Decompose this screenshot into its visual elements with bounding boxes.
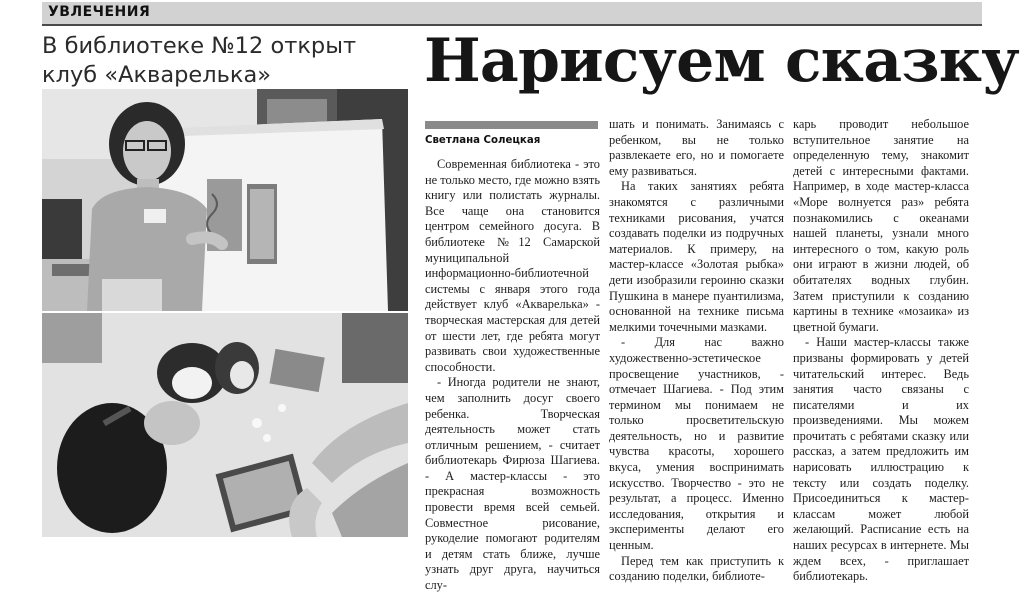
byline-bar	[425, 121, 598, 129]
paragraph: карь проводит небольшое вступительное занятие на определенную тему, знакомит детей с интересными фактами. Например, в ходе мастер-класса «Море волнуется раз» ребята познакомились с океанами нашей планеты, узнали много интересного о том, какую роль они играют в жизни людей, об обитателях водных глубин. Затем приступили к созданию картины в технике «мозаика» из цветной бумаги.	[793, 117, 969, 334]
photo-children-mosaic	[42, 313, 408, 537]
byline-author: Светлана Солецкая	[425, 135, 541, 146]
paragraph: - Для нас важно художественно-эстетическое просвещение участников, - отмечает Шагиева. - Под этим термином мы понимаем не только просветительскую деятельность, но и развитие чувства красоты, хорошего вкуса, умения воспринимать искусство. Творчество - это не результат, а процесс. Именно исследования, открытия и эксперименты делают его ценным.	[609, 335, 784, 553]
main-headline: Нарисуем сказку	[424, 26, 1019, 96]
paragraph: - Иногда родители не знают, чем заполнить досуг своего ребенка. Творческая деятельность может стать отличным решением, - считает библиотекарь Фирюза Шагиева. - А мастер-классы - это прекрасная возможность провести время всей семьей. Совместное рисование, рукоделие помогают родителям и детям стать ближе, лучше узнать друг друга, научиться слу-	[425, 375, 600, 593]
paragraph: Перед тем как приступить к созданию поделки, библиоте-	[609, 553, 784, 584]
photo-librarian-easel	[42, 89, 408, 311]
article-column-3	[793, 117, 969, 585]
paragraph: На таких занятиях ребята знакомятся с различными техниками рисования, учатся создавать поделки из подручных материалов. К примеру, на мастер-классе «Золотая рыбка» дети изобразили героиню сказки Пушкина в манере пуантилизма, основанной на технике письма мелкими точечными мазками.	[609, 179, 784, 334]
sub-headline: В библиотеке №12 открыт клуб «Акварелька»	[42, 33, 357, 88]
rubric-label: УВЛЕЧЕНИЯ	[48, 4, 151, 20]
paragraph: Современная библиотека - это не только место, где можно взять книгу или полистать журналы. Все чаще она становится центром семейного досуга. В библиотеке №12 Самарской муниципальной информационно-библиотечной системы с января этого года действует клуб «Акварелька» - творческая мастерская для детей от шести лет, где ребята могут развивать свои художественные способности.	[425, 157, 600, 374]
paragraph: шать и понимать. Занимаясь с ребенком, вы не только развлекаете его, но и помогаете ему развиваться.	[609, 117, 784, 178]
article-column-1	[425, 157, 600, 594]
paragraph: - Наши мастер-классы также призваны формировать у детей читательский интерес. Ведь занятия часто связаны с писателями и их произведениями. Мы можем прочитать с ребятами сказку или рассказ, а затем предложить им нарисовать иллюстрацию к тексту или создать поделку. Присоединиться к мастер-классам может любой желающий. Расписание есть на наших ресурсах в интернете. Мы ждем всех, - приглашает библиотекарь.	[793, 335, 969, 584]
article-column-2	[609, 117, 784, 585]
